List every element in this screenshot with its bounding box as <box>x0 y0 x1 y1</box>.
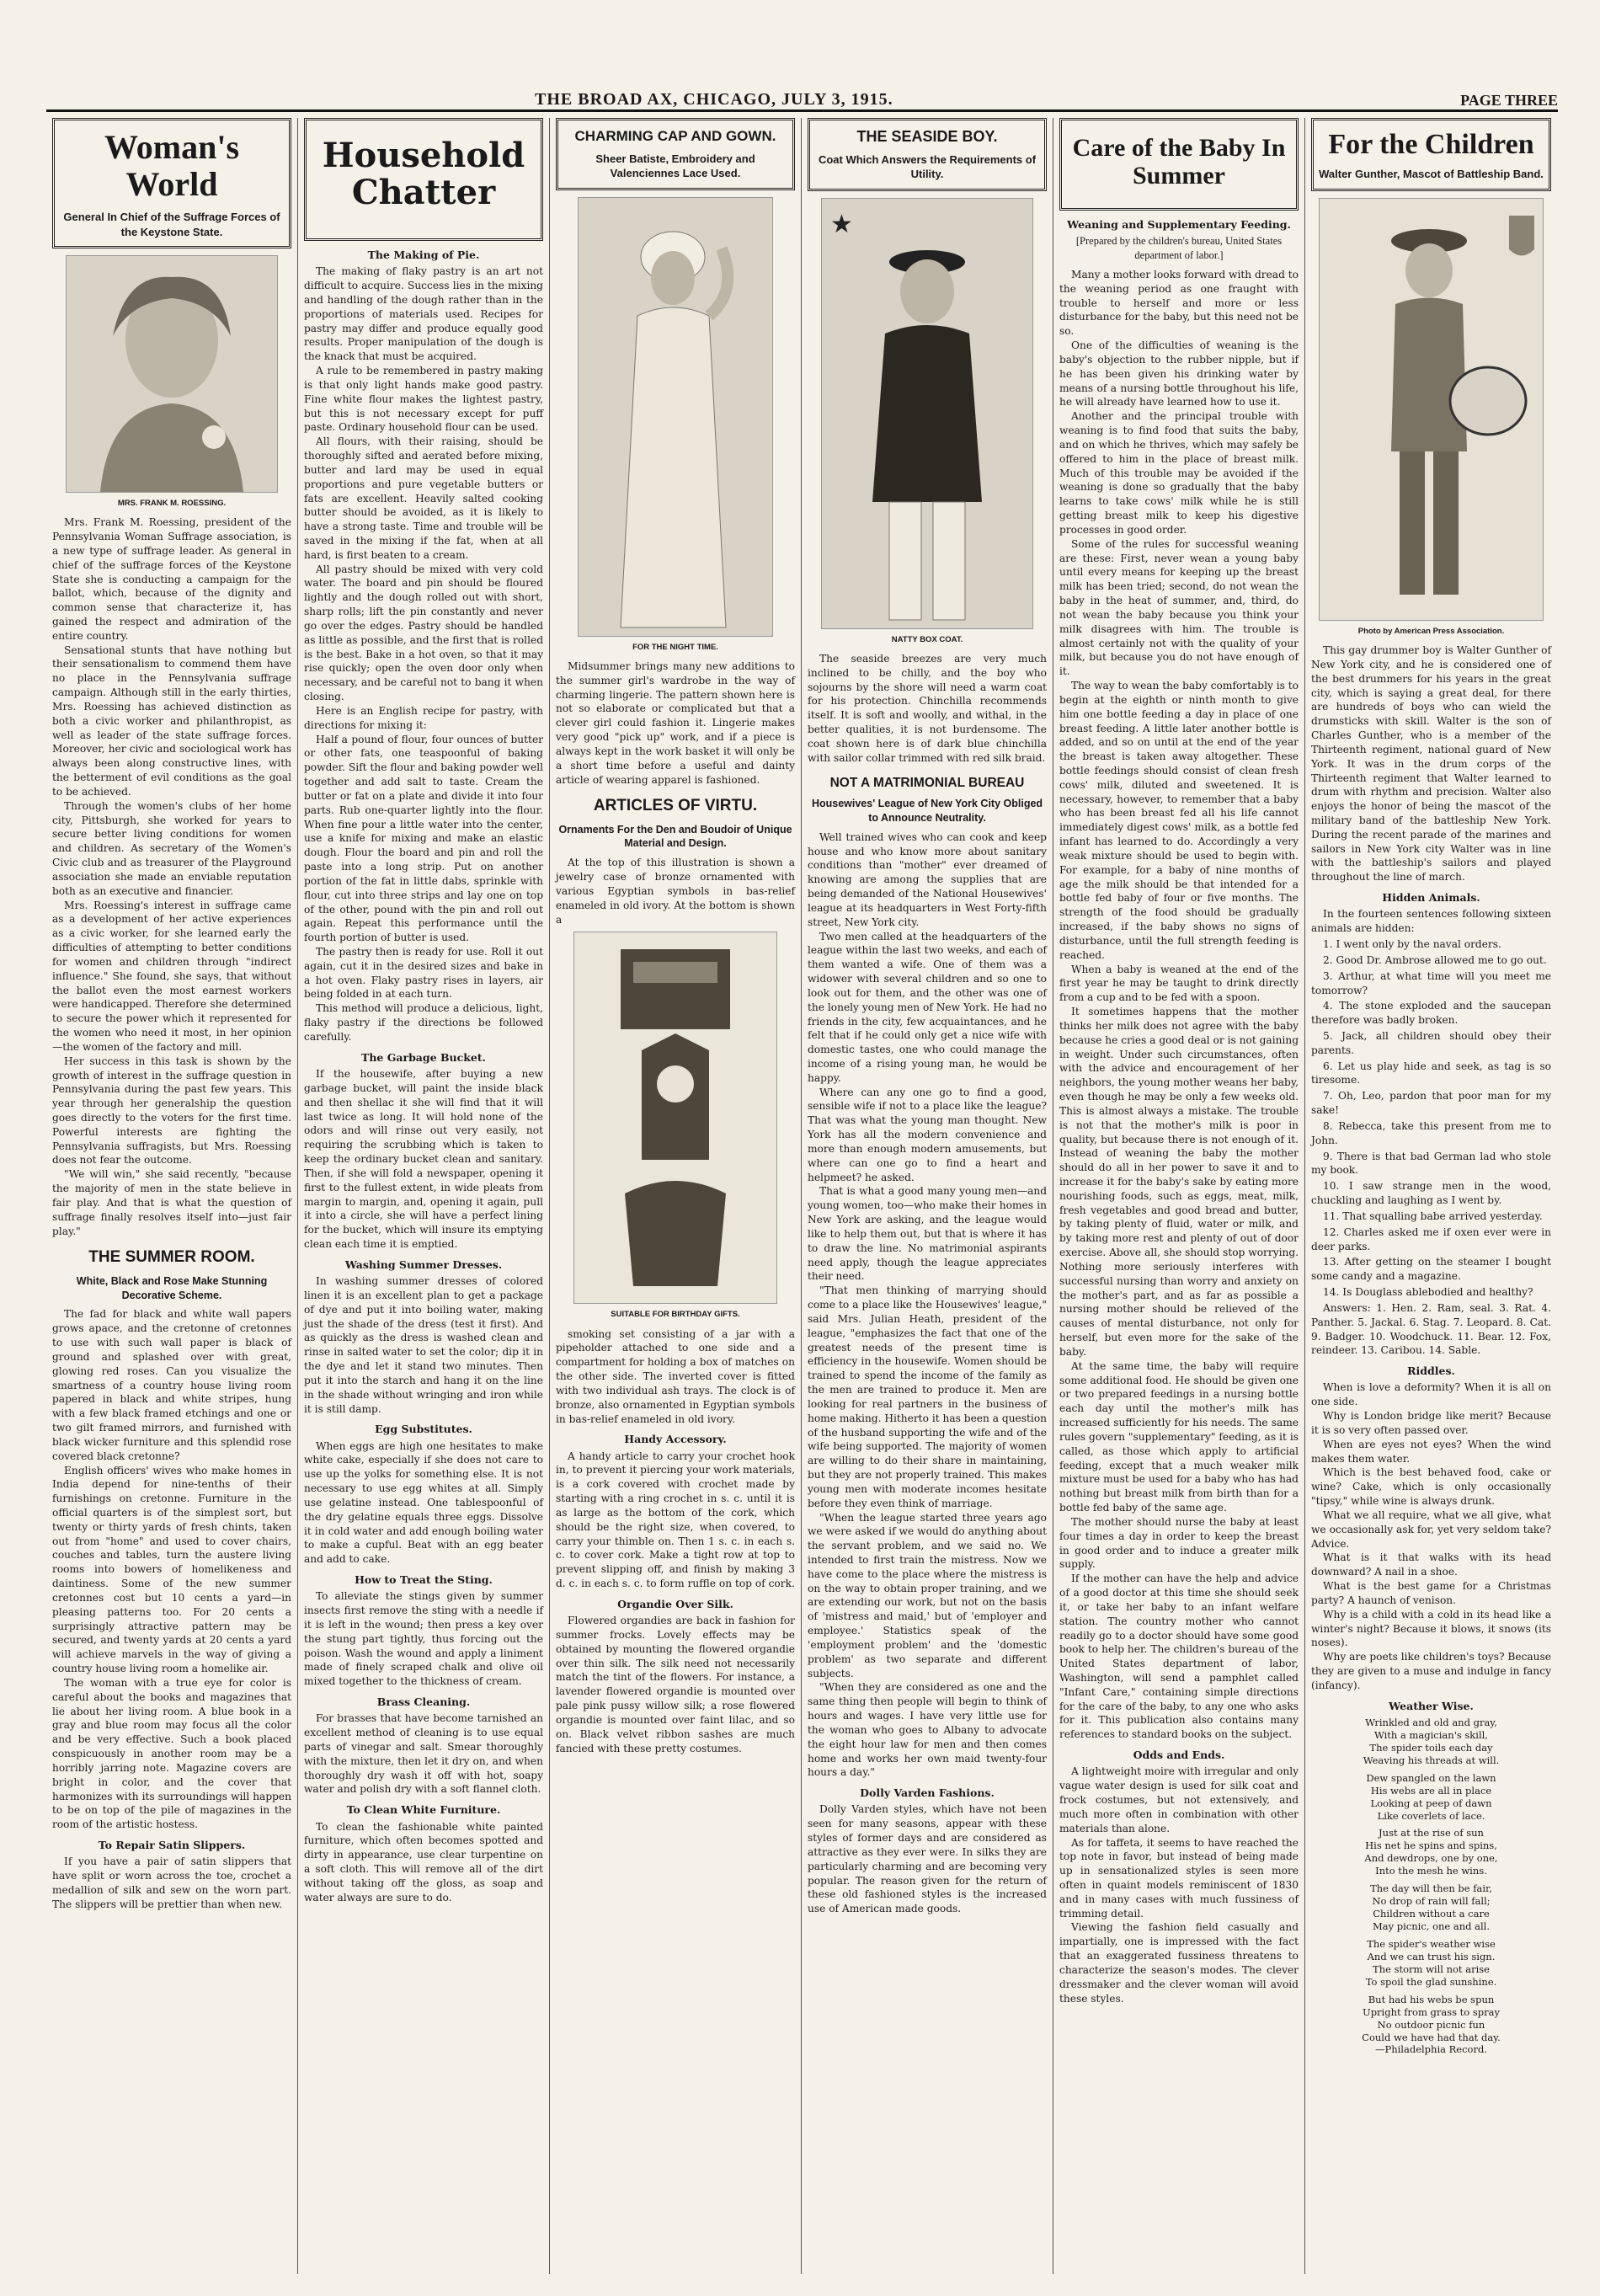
cap-and-gown-subtitle: Sheer Batiste, Embroidery and Valenciennes Lace Used. <box>595 152 755 180</box>
article-paragraph: When a baby is weaned at the end of the first year he may be taught to drink directly from a cup and to be fed with a spoon. <box>1059 963 1299 1004</box>
section-heading: Egg Substitutes. <box>375 1423 472 1436</box>
hidden-animals-list <box>1311 937 1551 1300</box>
masthead-title: THE BROAD AX, CHICAGO, JULY 3, 1915. <box>535 90 893 109</box>
article-paragraph: Mrs. Frank M. Roessing, president of the Pennsylvania Woman Suffrage association, is a new type of suffrage leader. As general in chief of the suffrage forces of the Keystone State she is conducting a campaign for the ballot, which, because of the dignity and common sense that characterize it, has gained the respect and admiration of the entire country. <box>52 516 291 642</box>
riddle-item: Why is London bridge like merit? Because it is so very often passed over. <box>1311 1410 1551 1436</box>
hidden-animal-item: 5. Jack, all children should obey their parents. <box>1311 1030 1551 1056</box>
cap-and-gown-header <box>556 118 795 190</box>
article-paragraph: Sensational stunts that have nothing but their sensationalism to commend them have no place in the Pennsylvania suffrage campaign. Although still in the early thirties, Mrs. Roessing has achieved distinction as both a civic worker and philanthropist, as well as leader of the state suffrage forces. Moreover, her civic and sociological work has always been along constructive lines, with the betterment of evil conditions as the goal to be achieved. <box>52 643 291 798</box>
poem-line: No outdoor picnic fun <box>1377 2018 1485 2031</box>
article-paragraph: This method will produce a delicious, light, flaky pastry if the directions be followed carefully. <box>304 1002 543 1043</box>
article-paragraph: The woman with a true eye for color is careful about the books and magazines that lie about her living room. A blue book in a gray and blue room may focus all the color and be very effective. Such a book placed conspicuously in another room may be a horribly jarring note. Magazine covers are bright in color, and the cover that harmonizes with its surroundings will happen to be on top of the pile of magazines in the room of the artistic hostess. <box>52 1676 291 1831</box>
poem-line: Looking at peep of dawn <box>1370 1797 1492 1809</box>
care-of-baby-title: Care of the Baby In Summer <box>1072 134 1286 190</box>
weather-wise-heading: Weather Wise. <box>1389 1699 1474 1712</box>
portrait-caption: MRS. FRANK M. ROESSING. <box>117 499 227 509</box>
satin-slippers-text: If you have a pair of satin slippers that have split or worn across the toe, crochet a medallion of silk and sew on the worn part. The slippers will be prettier than when new. <box>52 1855 291 1910</box>
article-paragraph: That is what a good many young men—and young women, too—who make their homes in New York are asking, and the league would like to help them out, but that is where it has to draw the line. No matrimonial aspirants need apply, though the league appreciates their need. <box>808 1185 1047 1283</box>
column-care-of-baby <box>1053 118 1305 2274</box>
for-children-subtitle: Walter Gunther, Mascot of Battleship Band. <box>1319 168 1544 181</box>
bureau-credit: [Prepared by the children's bureau, United States department of labor.] <box>1075 235 1283 262</box>
riddle-item: What is it that walks with its head downward? A nail in a shoe. <box>1311 1551 1551 1578</box>
seaside-boy-body <box>808 652 1047 766</box>
article-paragraph: If the housewife, after buying a new garbage bucket, will paint the inside black and then shellac it she will find that it will last twice as long. It will hold none of the odors and will rinse out very easily, not requiring the scrubbing which is taken to keep the ordinary bucket clean and sanitary. Then, if she will fold a newspaper, opening it first to the fullest extent, in wide pleats from margin to margin, and, opening it again, pull it into a circle, she will have a perfect lining for the bucket, which will insure its emptying clean each time it is emptied. <box>304 1068 543 1250</box>
riddles-heading: Riddles. <box>1407 1364 1455 1378</box>
poem-line: His net he spins and spins, <box>1365 1839 1497 1852</box>
hidden-animal-item: 9. There is that bad German lad who stole my book. <box>1311 1150 1551 1177</box>
poem-line: To spoil the glad sunshine. <box>1365 1975 1497 1988</box>
article-paragraph: Two men called at the headquarters of the league within the last two weeks, and each of them wanted a wife. One of them was a widower with several children and so one to look out for them, and the other was one of the lonely young men of New York. He had no friends in the city, few acquaintances, and he felt that if he could only get a nice wife with domestic tastes, one who could manage the income of a rising young man, he would be happy. <box>808 930 1047 1084</box>
summer-room-deck: White, Black and Rose Make Stunning Decorative Scheme. <box>76 1274 268 1301</box>
article-paragraph: "When the league started three years ago we were asked if we would do anything about the servant problem, and we said no. We intended to first train the mistress. Now we have come to the place where the mistress is on the way to obtain proper training, and we are extending our work, but not on the basis of 'mistress and maid,' but of 'employer and employee.' Statistics speak of the 'employment problem' and the 'domestic problem' as two separate and different subjects. <box>808 1511 1047 1679</box>
article-paragraph: Half a pound of flour, four ounces of butter or other fats, one teaspoonful of baking powder. Sift the flour and baking powder well together and add salt to taste. Cream the butter or fat on a plate and divide it into four parts. Rub one-quarter lightly into the flour. When fine pour a little water into the center, use a knife for mixing and make an elastic dough. Flour the board and pin and roll the paste into a long strip. Put on another portion of the fat in little dabs, sprinkle with flour, cut into three strips and lay one on top of the other, pound with the pin and roll out again. Repeat this performance until the fourth portion of butter is used. <box>304 733 543 944</box>
article-paragraph: One of the difficulties of weaning is the baby's objection to the rubber nipple, but if he has been given his drinking water by means of a nursing bottle throughout his life, he will already have learned how to use it. <box>1059 339 1299 408</box>
article-paragraph: If the mother can have the help and advice of a good doctor at this time she should seek it, or take her baby to an infant welfare station. The country mother who cannot readily go to a doctor should have some good book to help her. The children's bureau of the United States department of labor, Washington, will send a pamphlet called "Infant Care," containing simple directions for the care of the baby, to any one who asks for it. This publication also contains many references to standard books on the subject. <box>1059 1572 1299 1741</box>
article-paragraph: "We will win," she said recently, "because the majority of men in the state believe in fair play. And that is what the question of suffrage finally resolves itself into—just fair play." <box>52 1168 291 1237</box>
article-paragraph: For brasses that have become tarnished an excellent method of cleaning is to use equal parts of vinegar and salt. Smear thoroughly with the mixture, then let it dry on, and when thoroughly dry wash it off with hot, soapy water and polish dry with a soft flannel cloth. <box>304 1712 543 1796</box>
poem-line: And we can trust his sign. <box>1367 1950 1496 1962</box>
svg-text:★: ★ <box>830 209 853 239</box>
cap-and-gown-body <box>556 659 795 787</box>
poem-line: Children without a care <box>1373 1908 1490 1920</box>
hidden-animal-item: 7. Oh, Leo, pardon that poor man for my sake! <box>1311 1090 1551 1117</box>
hidden-animal-item: 1. I went only by the naval orders. <box>1323 938 1501 951</box>
matrimonial-bureau-title: NOT A MATRIMONIAL BUREAU <box>829 775 1025 790</box>
dolly-varden-text: Dolly Varden styles, which have not been seen for many seasons, appear with these styles of former days and are considered as attractive as they ever were. In silks they are particularly charming and are becoming very popular. The reason given for the return of these old fashioned styles is the increased use of American made goods. <box>808 1803 1047 1915</box>
drummer-photo-credit: Photo by American Press Association. <box>1357 626 1505 636</box>
portrait-illustration <box>67 256 277 492</box>
poem-line: Like coverlets of lace. <box>1377 1809 1485 1822</box>
riddle-item: Why are poets like children's toys? Because they are given to a muse and indulge in fancy (infancy). <box>1311 1651 1551 1691</box>
masthead <box>46 84 1558 112</box>
column-seaside-boy <box>802 118 1053 2274</box>
poem-line: The spider's weather wise <box>1367 1937 1496 1950</box>
drummer-boy-body <box>1311 643 1551 884</box>
article-paragraph: At the same time, the baby will require some additional food. He should be given one or two prepared feedings in a nursing bottle each day until the mother's milk has increased sufficiently for his needs. The same rules govern "supplementary" feeding, as it is called, as those which apply to artificial feeding, except that a much weaker milk mixture must be used for a baby who has had nothing but breast milk from birth than for a bottle fed baby of the same age. <box>1059 1359 1299 1514</box>
household-chatter-body <box>304 248 543 1905</box>
poem-line: Wrinkled and old and gray, <box>1365 1716 1497 1728</box>
poem-line: No drop of rain will fall; <box>1372 1895 1491 1908</box>
hidden-animal-item: 10. I saw strange men in the wood, chuckling and laughing as I went by. <box>1311 1180 1551 1207</box>
article-paragraph: To alleviate the stings given by summer insects first remove the sting with a needle if it is left in the wound; then press a key over the stung part tightly, thus forcing out the poison. Wash the wound and apply a liniment made of finely scraped chalk and olive oil mixed together to the thickness of cream. <box>304 1590 543 1688</box>
article-paragraph: "That men thinking of marrying should come to a place like the Housewives' league," said Mrs. Julian Heath, president of the league, "emphasizes the fact that one of the greatest needs of the present time is efficiency in the housewife. Women should be trained to spend the income of the family as the men are trained to produce it. Men are looking for real partners in the business of home making. Hitherto it has been a question of the husband supporting the wife and of the wife being supported. The majority of women are willing to do their share in maintaining, but they are not properly trained. This makes young men with moderate incomes hesitate before they even think of marriage. <box>808 1284 1047 1509</box>
poem-line: —Philadelphia Record. <box>1374 2043 1487 2056</box>
article-paragraph: The fad for black and white wall papers grows apace, and the cretonne of cretonnes to use with such wall paper is black of ground and splashed over with great, glowing red roses. Can you visualize the smartness of a country house living room papered in black and white stripes, hung with a few black framed etchings and one or two gilt framed mirrors, and furnished with black wicker furniture and this splendid rose covered black cretonne? <box>52 1308 291 1462</box>
article-paragraph: When eggs are high one hesitates to make white cake, especially if she does not care to use up the yolks for something else. It is not necessary to use egg whites at all. Simply use gelatine instead. One tablespoonful of the dry gelatine equals three eggs. Dissolve it in cold water and add enough boiling water to make a cupful. Beat with an egg beater and add to cake. <box>304 1439 543 1566</box>
ornaments-caption: SUITABLE FOR BIRTHDAY GIFTS. <box>611 1310 740 1320</box>
column-womans-world <box>46 118 298 2274</box>
womans-world-header <box>52 118 291 248</box>
organdie-text: Flowered organdies are back in fashion for summer frocks. Lovely effects may be obtained by mounting the flowered organdie over thin silk. The silk need not necessarily match the tint of the flowers. For instance, a lavender flowered organdie is mounted over pale pink pussy willow silk; a rose flowered organdie is mounted over faint lilac, and so on. Black velvet ribbon sashes are much fancied with these pretty costumes. <box>556 1615 795 1754</box>
article-paragraph: In washing summer dresses of colored linen it is an excellent plan to get a package of dye and put it into boiling water, making just the shade of the dress (test it first). And as quickly as the dress is washed clean and rinse in salted water to set the color; dip it in the dye and let it stand two minutes. Then put it into the starch and hang it on the line in the shade without wringing and iron while it is still damp. <box>304 1275 543 1415</box>
seaside-boy-subtitle: Coat Which Answers the Requirements of Utility. <box>818 152 1037 181</box>
ornaments-illustration <box>573 932 777 1304</box>
article-paragraph: This gay drummer boy is Walter Gunther of New York city, and he is considered one of the best drummers for his years in the great city, which is saying a great deal, for there are hundreds of boys who can wield the drumsticks with skill. Walter is the son of Charles Gunther, who is a member of the Thirteenth regiment, national guard of New York. It was in the drum corps of the Thirteenth regiment that Walter learned to drum with rhythm and precision. Walter also enjoys the honor of being the mascot of the military band of the battleship New York. During the recent parade of the marines and sailors in New York city Walter was in line with the battleship's sailors and played throughout the line of march. <box>1311 644 1551 884</box>
care-of-baby-header <box>1059 118 1299 211</box>
handy-accessory-heading: Handy Accessory. <box>624 1433 727 1446</box>
articles-of-virtu-title: ARTICLES OF VIRTU. <box>593 797 758 815</box>
article-paragraph: Well trained wives who can cook and keep house and who know more about sanitary conditions than "mother" ever dreamed of knowing are among the supplies that are being demanded of the National Housewives' league at its headquarters in West Forty-fifth street, New York city. <box>808 830 1047 928</box>
household-chatter-header <box>304 118 543 241</box>
section-heading: Washing Summer Dresses. <box>344 1257 503 1271</box>
weaning-heading: Weaning and Supplementary Feeding. <box>1067 218 1291 231</box>
poem-line: Weaving his threads at will. <box>1363 1754 1500 1766</box>
boy-coat-figure <box>822 199 1032 628</box>
nightgown-figure <box>579 198 772 636</box>
ornaments-figure <box>574 932 776 1303</box>
article-paragraph: Here is an English recipe for pastry, with directions for mixing it: <box>304 704 543 731</box>
page-number: PAGE THREE <box>1460 92 1558 109</box>
womans-world-title: Woman's World <box>104 128 240 203</box>
hidden-animal-item: 11. That squalling babe arrived yesterday. <box>1323 1209 1543 1222</box>
drummer-boy-photo <box>1319 198 1544 621</box>
for-children-title: For the Children <box>1328 129 1534 160</box>
womans-world-body <box>52 515 291 1238</box>
article-paragraph: "When they are considered as one and the same thing then people will begin to think of hours and wages. I have very little use for the woman who goes to Albany to advocate the eight hour law for men and then comes home and works her own maid twenty-four hours a day." <box>808 1681 1047 1779</box>
section-heading: The Making of Pie. <box>367 248 480 261</box>
columns <box>46 118 1558 2274</box>
smoking-set-text: smoking set consisting of a jar with a pipeholder attached to one side and a compartment for holding a box of matches on the other side. The inverted cover is fitted with two individual ash trays. The clock is of bronze, also ornamented in Egyptian symbols in bas-relief enameled in old ivory. <box>556 1327 795 1425</box>
article-paragraph: Through the women's clubs of her home city, Pittsburgh, she worked for years to secure better living conditions for women and children. As secretary of the Women's Civic club and as treasurer of the Playground association she made an enviable reputation both as an executive and financier. <box>52 799 291 897</box>
article-paragraph: To clean the fashionable white painted furniture, which often becomes spotted and dirty in appearance, use clear turpentine on a soft cloth. This will remove all of the dirt without taking off the gloss, as soap and water always are sure to do. <box>304 1820 543 1904</box>
article-paragraph: All pastry should be mixed with very cold water. The board and pin should be floured lightly and the dough rolled out with short, sharp rolls; lift the pin constantly and never go over the edges. Pastry should be handled as little as possible, and the first that is rolled is the best. Bake in a hot oven, so that it may rise quickly; open the oven door only when necessary, and be careful not to bang it when closing. <box>304 563 543 703</box>
article-paragraph: The way to wean the baby comfortably is to begin at the eighth or ninth month to give him one bottle feeding a day in place of one breast feeding. A little later another bottle is added, and so on until at the end of the year the breast is taken away altogether. These bottle feedings should consist of clean fresh cows' milk, diluted and sweetened. It is necessary, however, to remember that a baby who has been breast fed all his life cannot immediately digest cows' milk, as a bottle fed infant has learned to do. Accordingly a very weak mixture should be used to begin with. For example, for a baby of nine months of age the milk should be that intended for a bottle fed baby of four or five months. The strength of the food should be gradually increased, if the baby shows no signs of disturbance, until the full strength feeding is reached. <box>1059 680 1299 961</box>
poem-line: Upright from grass to spray <box>1363 2005 1500 2018</box>
odds-and-ends-body <box>1059 1765 1299 2005</box>
article-paragraph: The mother should nurse the baby at least four times a day in order to keep the breast in good order and to induce a greater milk supply. <box>1059 1515 1299 1571</box>
section-heading: How to Treat the Sting. <box>355 1573 493 1587</box>
boy-coat-caption: NATTY BOX COAT. <box>891 634 963 644</box>
handy-accessory-text: A handy article to carry your crochet hook in, to prevent it piercing your work materials, is a cork covered with crochet made by starting with a ring crochet in s. c. until it is as large as the bottom of the cork, which should be the right size, when covered, to carry your thimble on. Then 1 s. c. in each s. c. to cover cork. Make a tight row at top to prevent slipping off, and finish by making 3 d. c. in each s. c. to form ruffle on top of cork. <box>556 1450 795 1590</box>
poem-line: Into the mesh he wins. <box>1375 1865 1487 1877</box>
riddle-item: When are eyes not eyes? When the wind makes them water. <box>1311 1438 1551 1465</box>
hidden-animal-item: 12. Charles asked me if oxen ever were in deer parks. <box>1311 1225 1551 1252</box>
weather-wise-poem <box>1311 1717 1551 2056</box>
riddle-item: Which is the best behaved food, cake or wine? Cake, which is only occasionally "tipsy," while wine is always drunk. <box>1311 1466 1551 1508</box>
article-paragraph: The pastry then is ready for use. Roll it out again, cut it in the desired sizes and bake in a hot oven. Flaky pastry rises in layers, air being folded in at each turn. <box>304 946 543 1001</box>
dolly-varden-heading: Dolly Varden Fashions. <box>860 1786 995 1800</box>
hidden-animal-item: 13. After getting on the steamer I bought some candy and a magazine. <box>1311 1256 1551 1283</box>
article-paragraph: English officers' wives who make homes in India depend for nine-tenths of their furnishings on cretonne. Furniture in the official quarters is of the simplest sort, but twenty or thirty yards of fresh chints, taken out from "home" and used to cover chairs, couches and tables, turn the austere living rooms into bowers of homelikeness and daintiness. Some of the new summer cretonnes cost but 10 cents a yard—in pleasing patterns too. For 20 cents a surprisingly attractive pattern may be secured, and twenty yards at 20 cents a yard will achieve marvels in the way of giving a country house living room a homelike air. <box>52 1464 291 1675</box>
shield-icon <box>1509 216 1534 256</box>
riddle-item: Why is a child with a cold in its head like a winter's night? Because it blows, it snows (its noses). <box>1311 1608 1551 1649</box>
column-household-chatter <box>298 118 550 2274</box>
poem-line: Just at the rise of sun <box>1379 1827 1484 1839</box>
article-paragraph: A lightweight moire with irregular and only vague water design is used for silk coat and frock costumes, but not extensively, and much more often in combination with other materials than alone. <box>1059 1765 1299 1834</box>
column-cap-and-gown <box>550 118 802 2274</box>
matrimonial-bureau-body <box>808 830 1047 1780</box>
for-children-header <box>1311 118 1551 191</box>
nightgown-caption: FOR THE NIGHT TIME. <box>632 642 718 652</box>
hidden-animals-heading: Hidden Animals. <box>1382 891 1480 905</box>
article-paragraph: All flours, with their raising, should be thoroughly sifted and aerated before mixing, butter and lard may be used in equal proportions and pure vegetable butters or fats are excellent. Heavily salted cooking butter should be avoided, as it is likely to have a strong taste. Time and trouble will be saved in the mixing if the fat, when at all hard, is first beaten to a cream. <box>304 435 543 561</box>
poem-line: The storm will not arise <box>1373 1962 1490 1975</box>
article-paragraph: The seaside breezes are very much inclined to be chilly, and the boy who sojourns by the shore will need a warm coat for his protection. Chinchilla recommends itself. It is soft and woolly, and withal, in the better qualities, it is not burdensome. The coat shown here is of dark blue chinchilla with sailor collar trimmed with red silk braid. <box>808 653 1047 764</box>
hidden-animal-item: 3. Arthur, at what time will you meet me tomorrow? <box>1311 969 1551 996</box>
portrait-photo <box>66 255 278 493</box>
riddles-list <box>1311 1380 1551 1692</box>
articles-of-virtu-text: At the top of this illustration is shown a jewelry case of bronze ornamented with various Egyptian symbols in bas-relief enameled in old ivory. At the bottom is shown a <box>556 857 795 926</box>
poem-line: May picnic, one and all. <box>1372 1920 1491 1932</box>
satin-slippers-heading: To Repair Satin Slippers. <box>98 1839 246 1852</box>
poem-line: Could we have had that day. <box>1362 2031 1501 2043</box>
articles-of-virtu-deck: Ornaments For the Den and Boudoir of Unique Material and Design. <box>558 823 792 850</box>
cap-and-gown-title: CHARMING CAP AND GOWN. <box>574 128 776 144</box>
drummer-boy-figure <box>1320 199 1543 620</box>
article-paragraph: A rule to be remembered in pastry making is that only light hands make good pastry. Fine white flour makes the lightest pastry, but this is not necessary except for puff paste. Ordinary household flour can be used. <box>304 365 543 434</box>
poem-line: But had his webs be spun <box>1368 1993 1495 2005</box>
article-paragraph: Her success in this task is shown by the growth of interest in the suffrage question in Pennsylvania during the past few years. This year through her generalship the question goes directly to the voters for the first time. Powerful interests are fighting the Pennsylvania suffragists, but Mrs. Roessing does not fear the outcome. <box>52 1055 291 1167</box>
poem-line: His webs are all in place <box>1370 1784 1492 1797</box>
hidden-animal-item: 8. Rebecca, take this present from me to John. <box>1311 1119 1551 1146</box>
poem-line: And dewdrops, one by one, <box>1364 1852 1498 1865</box>
care-of-baby-body <box>1059 268 1299 1742</box>
article-paragraph: Where can any one go to find a good, sensible wife if not to a place like the league? That was what the young man thought. New York has all the modern convenience and more than enough modern amusements, but where can one go to find a heart and helpmeet? he asked. <box>808 1086 1047 1183</box>
riddle-item: When is love a deformity? When it is all on one side. <box>1311 1381 1551 1408</box>
article-paragraph: Some of the rules for successful weaning are these: First, never wean a young baby until every means for keeping up the breast milk has been tried; second, do not wean the baby in the heat of summer, and, third, do not wean the baby because you think your milk disagrees with him. The trouble is almost certainly not with the quality of your milk, but because you do not have enough of it. <box>1059 537 1299 678</box>
poem-line: The spider toils each day <box>1369 1741 1493 1754</box>
article-paragraph: Mrs. Roessing's interest in suffrage came as a development of her active experiences as a civic worker, for she learned early the difficulties of attempting to better conditions for women and children through "indirect influence." She found, she says, that without the ballot even the most earnest workers were handicapped. Therefore she determined to secure the power which it represented for the women who need it most, in her opinion—the women of the factory and mill. <box>52 899 291 1053</box>
seaside-boy-title: THE SEASIDE BOY. <box>856 128 998 145</box>
odds-and-ends-heading: Odds and Ends. <box>1133 1749 1225 1762</box>
column-for-children <box>1305 118 1557 2274</box>
section-heading: The Garbage Bucket. <box>361 1050 486 1064</box>
section-heading: Brass Cleaning. <box>376 1695 471 1709</box>
poem-line: With a magician's skill, <box>1374 1728 1488 1741</box>
poem-line: Dew spangled on the lawn <box>1366 1771 1496 1784</box>
hidden-animals-answers: Answers: 1. Hen. 2. Ram, seal. 3. Rat. 4. Panther. 5. Jackal. 6. Stag. 7. Leopard. 8. Cat. 9. Badger. 10. Woodchuck. 11. Bear. 12. Fox, reindeer. 13. Caribou. 14. Sable. <box>1311 1301 1551 1357</box>
matrimonial-bureau-deck: Housewives' League of New York City Obliged to Announce Neutrality. <box>811 798 1043 824</box>
hidden-animal-item: 6. Let us play hide and seek, as tag is so tiresome. <box>1311 1060 1551 1087</box>
hidden-animal-item: 14. Is Douglass ablebodied and healthy? <box>1323 1286 1533 1299</box>
riddle-item: What is the best game for a Christmas party? A haunch of venison. <box>1311 1580 1551 1606</box>
summer-room-title: THE SUMMER ROOM. <box>88 1248 255 1267</box>
household-chatter-title: Household Chatter <box>322 136 525 212</box>
summer-room-body <box>52 1307 291 1832</box>
article-paragraph: Another and the principal trouble with weaning is to find food that suits the baby, and on which he thrives, which may safely be offered to him in the place of breast milk. Much of this trouble may be avoided if the weaning is done so gradually that the baby learns to take cows' milk while he is still getting breast milk to keep his digestive processes in good order. <box>1059 410 1299 536</box>
article-paragraph: It sometimes happens that the mother thinks her milk does not agree with the baby because he cries a good deal or is not gaining in weight. Under such circumstances, often with the advice and encouragement of her neighbors, the young mother weans her baby, even though he may be only a few weeks old. This is almost always a mistake. The trouble is not that the mother's milk is poor in quality, but because there is not enough of it. Instead of weaning the baby the mother should do all in her power to save it and to increase it for the baby's sake by eating more nourishing foods, such as eggs, meat, milk, fresh vegetables and good bread and butter, by taking plenty of fluid, water or milk, and by taking more rest and plenty of out of door exercise. Above all, she should stop worrying. Nothing more seriously interferes with successful nursing than worry and anxiety on the mother's part, and as far as possible a nursing mother should be relieved of the causes of mental disturbance, not only for herself, but even more for the sake of the baby. <box>1059 1006 1299 1358</box>
poem-line: The day will then be fair, <box>1370 1882 1492 1895</box>
riddle-item: What we all require, what we all give, what we occasionally ask for, yet very seldom take? Advice. <box>1311 1508 1551 1550</box>
hidden-animal-item: 4. The stone exploded and the saucepan therefore was badly broken. <box>1311 1000 1551 1027</box>
womans-world-subtitle: General In Chief of the Suffrage Forces of the Keystone State. <box>63 211 280 238</box>
seaside-boy-header <box>808 118 1047 191</box>
article-paragraph: Midsummer brings many new additions to the summer girl's wardrobe in the way of charming lingerie. The pattern shown here is not so elaborate or complicated but that a clever girl could fashion it. Lingerie makes very good "pick up" work, and if a piece is always kept in the work basket it will only be a short time before a useful and dainty article of wearing apparel is fashioned. <box>556 659 795 786</box>
hidden-animals-intro: In the fourteen sentences following sixteen animals are hidden: <box>1311 908 1551 935</box>
section-heading: To Clean White Furniture. <box>346 1803 501 1817</box>
nightgown-illustration <box>578 197 773 637</box>
organdie-heading: Organdie Over Silk. <box>617 1597 733 1610</box>
article-paragraph: Viewing the fashion field casually and impartially, one is impressed with the fact that an exaggerated fussiness threatens to characterize the season's modes. The clever dressmaker and the clever woman will avoid these styles. <box>1059 1921 1299 2005</box>
boy-coat-illustration <box>821 198 1033 629</box>
article-paragraph: The making of flaky pastry is an art not difficult to acquire. Success lies in the mixing and handling of the dough rather than in the proportions of materials used. Recipes for pastry may differ and produce equally good results. Proper manipulation of the dough is the knack that must be acquired. <box>304 265 543 363</box>
hidden-animal-item: 2. Good Dr. Ambrose allowed me to go out. <box>1323 953 1547 966</box>
article-paragraph: Many a mother looks forward with dread to the weaning period as one fraught with trouble to herself and more or less disturbance for the baby, but this need not be so. <box>1059 269 1299 338</box>
article-paragraph: As for taffeta, it seems to have reached the top note in favor, but instead of being made up in sensationalized styles is seen more often in quaint models reminiscent of 1830 and in many cases with much fussiness of trimming detail. <box>1059 1836 1299 1920</box>
